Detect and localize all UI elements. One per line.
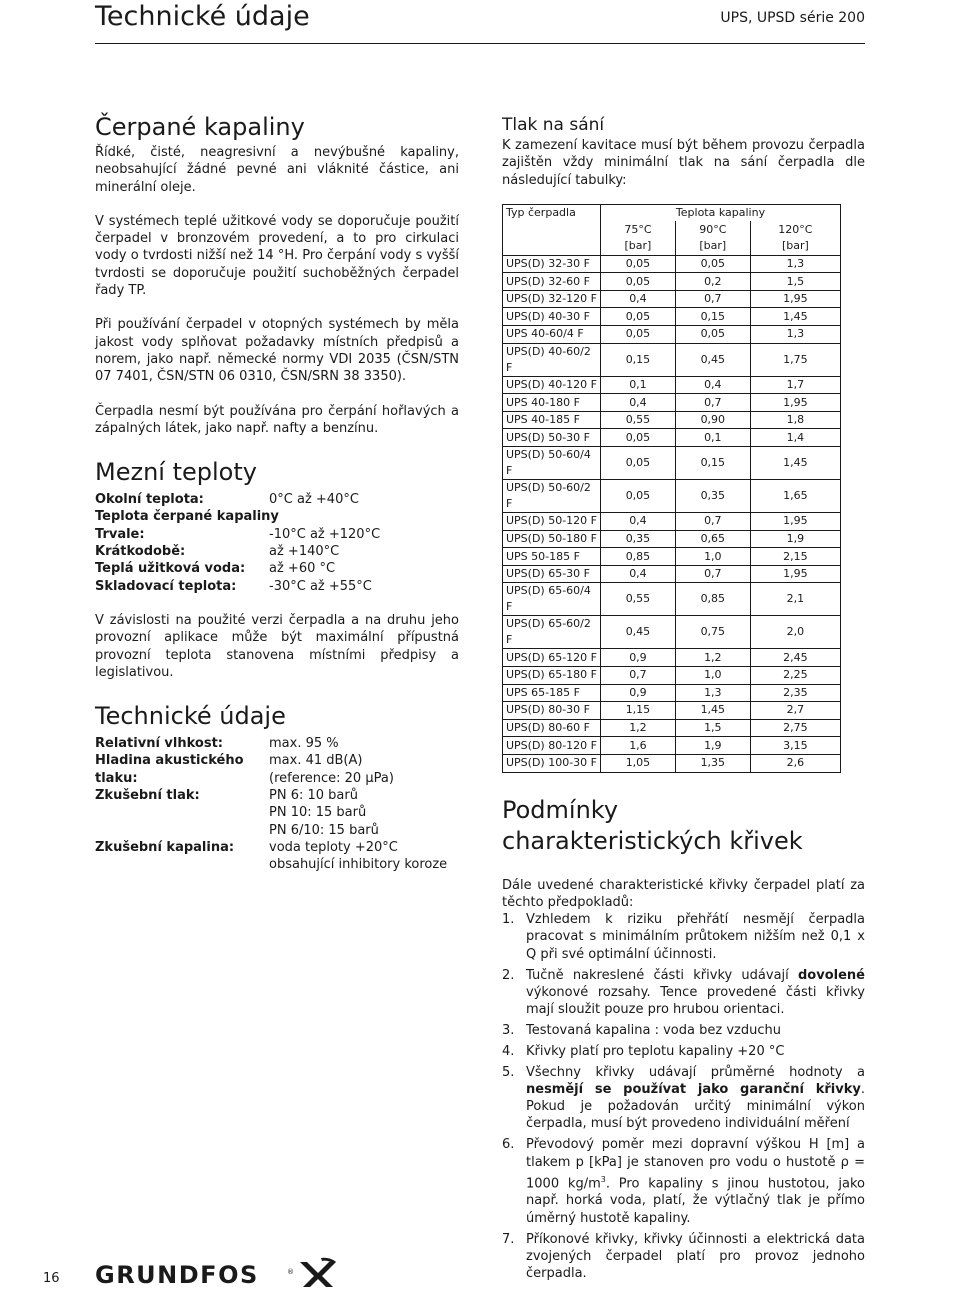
cell-pump-type: UPS(D) 40-120 F [503,376,601,394]
cell-pump-type: UPS(D) 40-60/2 F [503,343,601,376]
cell-pressure: 0,65 [675,530,750,548]
conditions-title-line1: Podmínky [502,795,619,824]
temp-row-ambient [95,491,459,508]
cell-pressure: 2,75 [750,719,840,737]
cell-pump-type: UPS(D) 65-60/4 F [503,583,601,616]
table-row [503,411,841,429]
cell-pressure: 3,15 [750,737,840,755]
table-row [503,737,841,755]
list-item: 5. Všechny křivky udávají průměrné hodnoty a nesmějí se používat jako garanční křivky. Pokud je požadován určitý minimální výkon čerpadla, musí být provedeno individuální měření [502,1064,865,1132]
header-unit-90: [bar] [675,238,750,255]
grundfos-logo [95,1256,339,1288]
cell-pump-type: UPS 40-60/4 F [503,326,601,344]
cell-pump-type: UPS 65-185 F [503,684,601,702]
cell-pump-type: UPS 50-185 F [503,548,601,566]
cell-pressure: 0,05 [601,255,676,273]
svg-text:GRUNDFOS: GRUNDFOS [95,1261,259,1288]
cell-pressure: 0,1 [601,376,676,394]
temp-row-liquid [95,508,459,525]
value-pressure-pn6: PN 6: 10 barů [269,788,358,804]
cell-pump-type: UPS(D) 80-60 F [503,719,601,737]
header-unit-75: [bar] [601,238,676,255]
cell-pressure: 0,9 [601,684,676,702]
section-title-inlet-pressure: Tlak na sání [502,115,605,135]
cell-pressure: 0,4 [601,513,676,531]
cell-pump-type: UPS(D) 50-180 F [503,530,601,548]
cell-pressure: 2,35 [750,684,840,702]
cell-pressure: 2,7 [750,702,840,720]
value-noise: max. 41 dB(A) [269,753,363,769]
tech-row-humidity [95,735,459,752]
paragraph-temp-note: V závislosti na použité verzi čerpadla a na druhu jeho provozní aplikace může být maximální přípustná provozní teplota stanovena místními předpisy a legislativou. [95,612,459,680]
cell-pump-type: UPS(D) 65-120 F [503,649,601,667]
table-row [503,429,841,447]
list-item: 3. Testovaná kapalina : voda bez vzduchu [502,1022,781,1038]
conditions-title-line2: charakteristických křivek [502,826,803,855]
table-row [503,255,841,273]
value-ambient: 0°C až +40°C [269,492,359,508]
value-pressure-pn10: PN 10: 15 barů [269,805,367,821]
cell-pressure: 0,05 [601,326,676,344]
grundfos-logo-mark [95,1256,339,1288]
cell-pressure: 2,1 [750,583,840,616]
cell-pressure: 0,85 [601,548,676,566]
cell-pressure: 0,45 [675,343,750,376]
inlet-pressure-table [502,204,841,773]
cell-pressure: 0,1 [675,429,750,447]
cell-pressure: 1,45 [750,308,840,326]
paragraph-conditions-intro: Dále uvedené charakteristické křivky čerpadel platí za těchto předpokladů: [502,877,865,910]
cell-pressure: 2,0 [750,616,840,649]
cell-pressure: 0,05 [601,480,676,513]
value-test-liquid-1: voda teploty +20°C [269,839,398,855]
cell-pump-type: UPS(D) 100-30 F [503,754,601,772]
value-humidity: max. 95 % [269,736,339,752]
cell-pressure: 0,7 [601,666,676,684]
header-pump-type: Typ čerpadla [503,204,601,255]
cell-pressure: 1,4 [750,429,840,447]
cell-pump-type: UPS(D) 50-60/2 F [503,480,601,513]
cell-pressure: 1,3 [675,684,750,702]
table-row [503,684,841,702]
table-row [503,530,841,548]
table-row [503,394,841,412]
cell-pressure: 1,0 [675,666,750,684]
cell-pressure: 0,4 [601,565,676,583]
cell-pump-type: UPS(D) 32-60 F [503,273,601,291]
table-row [503,565,841,583]
table-row [503,513,841,531]
cell-pressure: 0,05 [601,447,676,480]
tech-row-noise [95,752,459,787]
cell-pressure: 0,4 [675,376,750,394]
conditions-list [502,911,865,1282]
cell-pressure: 0,35 [601,530,676,548]
cell-pressure: 0,15 [601,343,676,376]
cell-pressure: 0,15 [675,447,750,480]
list-item: 1. Vzhledem k riziku přehřátí nesmějí čerpadla pracovat s minimálním průtokem nižším než 0,1 x Q při své optimální účinnosti. [502,912,865,962]
table-header-row [503,204,841,221]
temp-limits-list [95,491,459,595]
label-ambient: Okolní teplota: [95,492,204,508]
cell-pressure: 0,15 [675,308,750,326]
paragraph-heating: Při používání čerpadel v otopných systémech by měla jakost vody splňovat požadavky místních předpisů a norem, jako např. německé normy VDI 2035 (ČSN/STN 07 7401, ČSN/STN 06 0310, ČSN/SRN 38 3350). [95,317,459,385]
table-row [503,666,841,684]
cell-pump-type: UPS(D) 50-30 F [503,429,601,447]
value-hot-water: až +60 °C [269,561,336,577]
value-short: až +140°C [269,544,340,560]
value-storage: -30°C až +55°C [269,578,372,594]
cell-pump-type: UPS(D) 65-180 F [503,666,601,684]
tech-row-test-liquid [95,839,459,874]
cell-pressure: 0,7 [675,394,750,412]
cell-pump-type: UPS 40-180 F [503,394,601,412]
value-permanent: -10°C až +120°C [269,526,381,542]
cell-pressure: 0,75 [675,616,750,649]
table-row [503,548,841,566]
cell-pressure: 0,05 [675,255,750,273]
table-row [503,273,841,291]
label-storage: Skladovací teplota: [95,578,237,594]
cell-pressure: 2,15 [750,548,840,566]
temp-row-permanent [95,526,459,543]
table-row [503,343,841,376]
temp-row-hot-water [95,560,459,577]
paragraph-inlet-pressure: K zamezení kavitace musí být během provozu čerpadla zajištěn vždy minimální tlak na sání čerpadla dle následující tabulky: [502,138,865,188]
cell-pressure: 1,6 [601,737,676,755]
cell-pump-type: UPS(D) 65-60/2 F [503,616,601,649]
list-item: 4. Křivky platí pro teplotu kapaliny +20 °C [502,1043,785,1059]
cell-pressure: 0,45 [601,616,676,649]
temp-row-storage [95,578,459,595]
cell-pump-type: UPS(D) 50-120 F [503,513,601,531]
series-label: UPS, UPSD série 200 [720,10,865,26]
table-row [503,702,841,720]
tech-data-list [95,735,459,873]
table-row [503,376,841,394]
cell-pressure: 2,45 [750,649,840,667]
cell-pressure: 0,9 [601,649,676,667]
cell-pressure: 1,3 [750,326,840,344]
cell-pressure: 1,2 [601,719,676,737]
tech-row-test-pressure [95,787,459,839]
table-row [503,583,841,616]
cell-pressure: 0,35 [675,480,750,513]
table-row [503,649,841,667]
cell-pressure: 1,2 [675,649,750,667]
cell-pressure: 1,45 [675,702,750,720]
table-row [503,616,841,649]
cell-pump-type: UPS(D) 50-60/4 F [503,447,601,480]
cell-pump-type: UPS(D) 40-30 F [503,308,601,326]
value-pressure-pn6-10: PN 6/10: 15 barů [269,822,379,838]
label-test-liquid: Zkušební kapalina: [95,839,235,855]
table-row [503,326,841,344]
page-title: Technické údaje [95,1,310,32]
cell-pump-type: UPS(D) 65-30 F [503,565,601,583]
table-row [503,480,841,513]
label-liquid-temp: Teplota čerpané kapaliny [95,509,279,525]
cell-pressure: 0,4 [601,394,676,412]
section-title-temp-limits: Mezní teploty [95,458,257,487]
cell-pressure: 2,6 [750,754,840,772]
cell-pressure: 0,90 [675,411,750,429]
header-liquid-temp: Teplota kapaliny [601,204,841,221]
temp-row-short [95,543,459,560]
header-rule [95,43,865,44]
cell-pressure: 1,3 [750,255,840,273]
section-title-pumped-liquids: Čerpané kapaliny [95,113,305,141]
cell-pump-type: UPS(D) 32-120 F [503,290,601,308]
cell-pressure: 1,0 [675,548,750,566]
cell-pressure: 1,75 [750,343,840,376]
header-unit-120: [bar] [750,238,840,255]
cell-pressure: 0,05 [601,308,676,326]
list-item: 6. Převodový poměr mezi dopravní výškou H [m] a tlakem p [kPa] je stanoven pro vodu o hustotě ρ = 1000 $kg/m^3$. Pro kapaliny s jinou hustotou, jako např. horká voda, platí, že výtlačný tlak je přímo úměrný hustotě kapaliny. [502,1137,865,1226]
table-row [503,754,841,772]
label-humidity: Relativní vlhkost: [95,736,224,752]
cell-pressure: 0,55 [601,583,676,616]
cell-pressure: 1,9 [750,530,840,548]
cell-pressure: 1,65 [750,480,840,513]
table-row [503,308,841,326]
cell-pressure: 0,2 [675,273,750,291]
label-short: Krátkodobě: [95,544,186,560]
cell-pressure: 0,4 [601,290,676,308]
header-temp-120: 120°C [750,221,840,238]
cell-pressure: 0,7 [675,290,750,308]
cell-pressure: 0,05 [601,273,676,291]
cell-pressure: 1,15 [601,702,676,720]
cell-pressure: 1,7 [750,376,840,394]
svg-text:®: ® [287,1268,294,1276]
cell-pump-type: UPS(D) 80-120 F [503,737,601,755]
cell-pressure: 1,5 [750,273,840,291]
value-noise-reference: (reference: 20 μPa) [269,770,394,786]
cell-pressure: 1,95 [750,394,840,412]
right-column [502,114,865,1286]
cell-pressure: 1,95 [750,513,840,531]
header-temp-90: 90°C [675,221,750,238]
paragraph-liquids: Řídké, čisté, neagresivní a nevýbušné kapaliny, neobsahující žádné pevné ani vláknité částice, ani minerální oleje. [95,145,459,195]
label-test-pressure: Zkušební tlak: [95,788,200,804]
left-column [95,112,459,874]
cell-pressure: 0,85 [675,583,750,616]
cell-pump-type: UPS(D) 80-30 F [503,702,601,720]
value-test-liquid-2: obsahující inhibitory koroze [269,857,448,873]
cell-pressure: 1,45 [750,447,840,480]
table-row [503,290,841,308]
header-temp-75: 75°C [601,221,676,238]
paragraph-flammable: Čerpadla nesmí být používána pro čerpání hořlavých a zápalných látek, jako např. nafty a benzínu. [95,403,459,436]
table-row [503,447,841,480]
label-noise: Hladina akustického tlaku: [95,753,244,786]
list-item: 7. Příkonové křivky, křivky účinnosti a elektrická data zvojených čerpadel platí pro provoz jednoho čerpadla. [502,1231,865,1282]
cell-pressure: 0,05 [675,326,750,344]
paragraph-hot-water: V systémech teplé užitkové vody se doporučuje použití čerpadel v bronzovém provedení, a to pro cirkulaci vody o tvrdosti nižší než 14 °H. Pro čerpání vody s vyšší tvrdosti se doporučuje použití suchoběžných čerpadel řady TP. [95,213,459,299]
cell-pump-type: UPS 40-185 F [503,411,601,429]
cell-pressure: 0,55 [601,411,676,429]
label-permanent: Trvale: [95,526,145,542]
cell-pressure: 1,95 [750,290,840,308]
section-title-conditions [502,795,865,857]
cell-pressure: 0,7 [675,565,750,583]
cell-pressure: 0,7 [675,513,750,531]
cell-pump-type: UPS(D) 32-30 F [503,255,601,273]
cell-pressure: 2,25 [750,666,840,684]
cell-pressure: 1,35 [675,754,750,772]
cell-pressure: 1,5 [675,719,750,737]
label-hot-water: Teplá užitková voda: [95,561,246,577]
cell-pressure: 1,8 [750,411,840,429]
cell-pressure: 1,95 [750,565,840,583]
cell-pressure: 0,05 [601,429,676,447]
page-number: 16 [43,1271,60,1286]
cell-pressure: 1,9 [675,737,750,755]
table-row [503,719,841,737]
section-title-tech-data: Technické údaje [95,702,286,731]
list-item: 2. Tučně nakreslené části křivky udávají dovolené výkonové rozsahy. Tence provedené části křivky mají sloužit pouze pro hrubou orientaci. [502,967,865,1018]
cell-pressure: 1,05 [601,754,676,772]
